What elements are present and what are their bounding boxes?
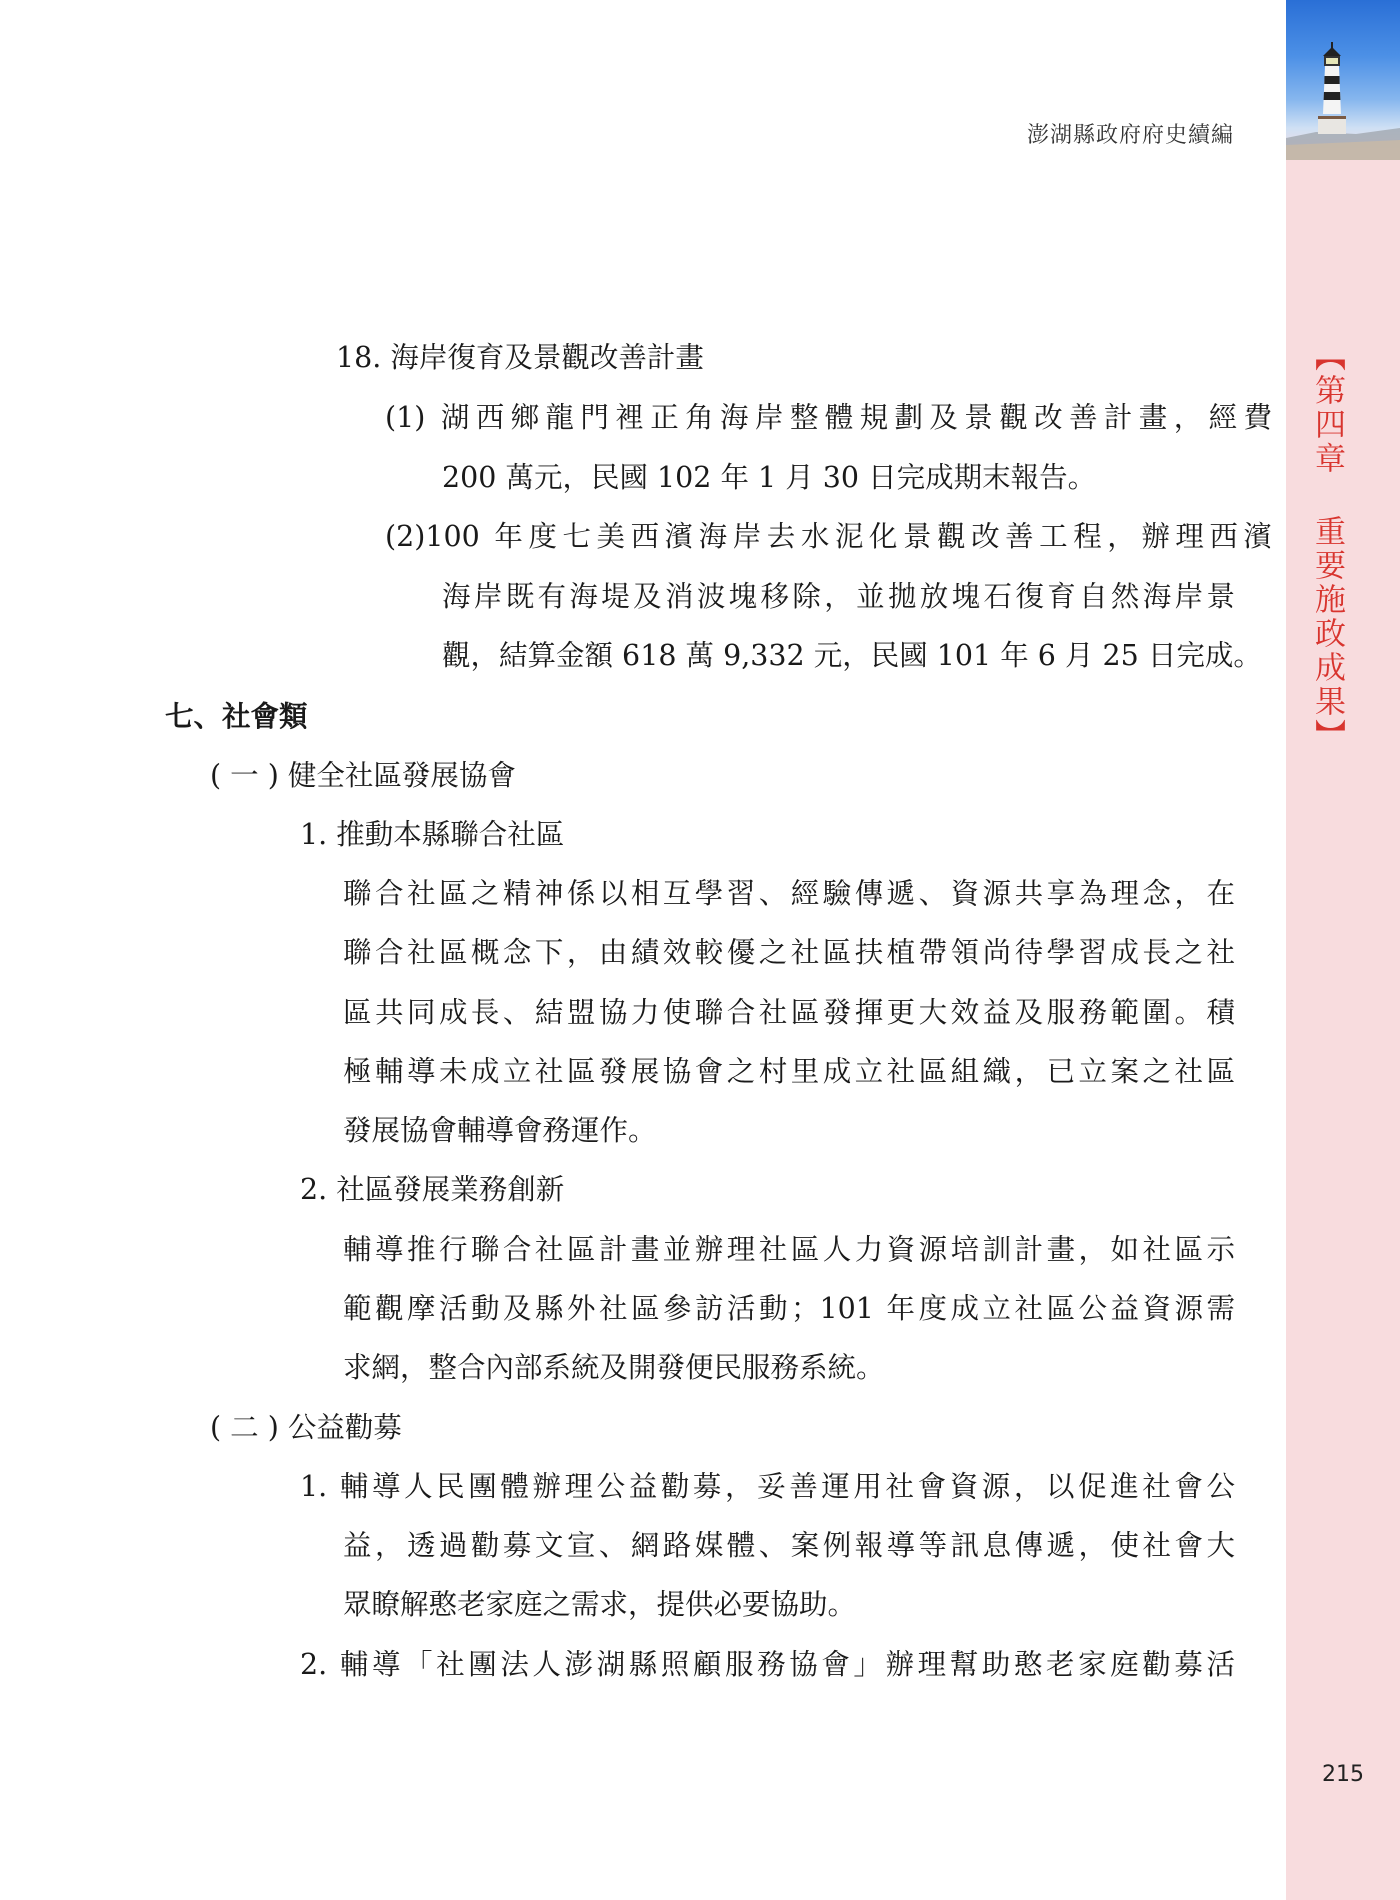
item-18-sub2-line2: 海岸既有海堤及消波塊移除，並拋放塊石復育自然海岸景 (442, 580, 1235, 613)
part-2-item-1-line1: 1. 輔導人民團體辦理公益勸募，妥善運用社會資源，以促進社會公 (300, 1470, 1235, 1503)
part-1-item-1-line1: 聯合社區之精神係以相互學習、經驗傳遞、資源共享為理念，在 (343, 877, 1235, 910)
item-18-title: 18. 海岸復育及景觀改善計畫 (336, 341, 704, 374)
part-1-item-2-title: 2. 社區發展業務創新 (300, 1173, 565, 1206)
part-2-item-2-line1: 2. 輔導「社團法人澎湖縣照顧服務協會」辦理幫助憨老家庭勸募活 (300, 1648, 1235, 1681)
part-1-item-1-line2: 聯合社區概念下，由績效較優之社區扶植帶領尚待學習成長之社 (343, 936, 1235, 969)
part-1-item-1-line5: 發展協會輔導會務運作。 (343, 1114, 657, 1147)
part-1-item-1-line4: 極輔導未成立社區發展協會之村里成立社區組織，已立案之社區 (343, 1055, 1235, 1088)
part-2-item-1-line3: 眾瞭解憨老家庭之需求，提供必要協助。 (343, 1588, 857, 1621)
item-18-sub1-line2: 200 萬元，民國 102 年 1 月 30 日完成期末報告。 (442, 461, 1097, 494)
item-18-sub2-line1: (2)100 年度七美西濱海岸去水泥化景觀改善工程，辦理西濱 (385, 520, 1272, 553)
section-7-heading: 七、社會類 (165, 700, 308, 733)
chapter-sidebar (1286, 0, 1400, 1900)
part-1-item-1-line3: 區共同成長、結盟協力使聯合社區發揮更大效益及服務範圍。積 (343, 996, 1235, 1029)
lighthouse-photo (1286, 0, 1400, 160)
part-1-heading: ( 一 ) 健全社區發展協會 (210, 759, 516, 792)
running-header: 澎湖縣政府府史續編 (1026, 123, 1234, 148)
item-18-sub1-line1: (1) 湖西鄉龍門裡正角海岸整體規劃及景觀改善計畫，經費 (385, 401, 1272, 434)
lighthouse-icon (1286, 0, 1400, 160)
part-1-item-1-title: 1. 推動本縣聯合社區 (300, 818, 565, 851)
part-2-heading: ( 二 ) 公益勸募 (210, 1411, 402, 1444)
part-1-item-2-line3: 求網，整合內部系統及開發便民服務系統。 (343, 1351, 885, 1384)
item-18-sub2-line3: 觀，結算金額 618 萬 9,332 元，民國 101 年 6 月 25 日完成。 (442, 639, 1262, 672)
part-1-item-2-line1: 輔導推行聯合社區計畫並辦理社區人力資源培訓計畫，如社區示 (343, 1233, 1235, 1266)
part-2-item-1-line2: 益，透過勸募文宣、網路媒體、案例報導等訊息傳遞，使社會大 (343, 1529, 1235, 1562)
chapter-label: 【第四章 重要施政成果】 (1309, 340, 1345, 753)
part-1-item-2-line2: 範觀摩活動及縣外社區參訪活動；101 年度成立社區公益資源需 (343, 1292, 1235, 1325)
page-number: 215 (1322, 1762, 1364, 1787)
